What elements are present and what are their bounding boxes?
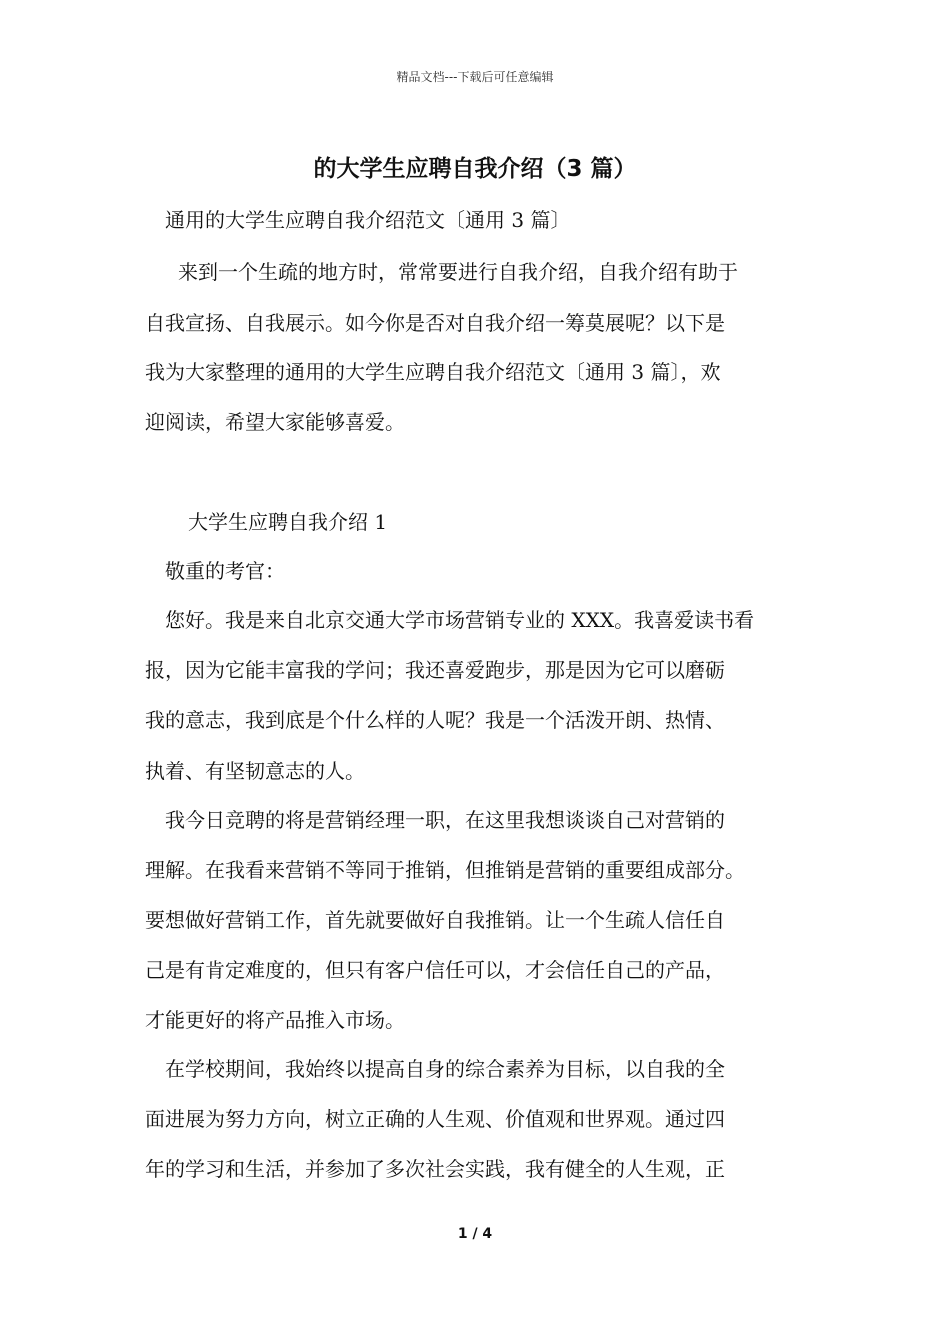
para2-line-2: 理解。在我看来营销不等同于推销，但推销是营销的重要组成部分。 — [145, 858, 745, 882]
para2-line-5: 才能更好的将产品推入市场。 — [145, 1008, 405, 1032]
para3-line-3: 年的学习和生活，并参加了多次社会实践，我有健全的人生观，正 — [145, 1157, 725, 1181]
para3-line-2: 面进展为努力方向，树立正确的人生观、价值观和世界观。通过四 — [145, 1107, 725, 1131]
para2-line-3: 要想做好营销工作，首先就要做好自我推销。让一个生疏人信任自 — [145, 908, 725, 932]
document-subtitle: 通用的大学生应聘自我介绍范文〔通用 3 篇〕 — [165, 208, 571, 232]
para3-line-1: 在学校期间，我始终以提高自身的综合素养为目标，以自我的全 — [165, 1057, 725, 1081]
page-number: 1 / 4 — [457, 1226, 493, 1242]
intro-line-4: 迎阅读，希望大家能够喜爱。 — [145, 410, 405, 434]
intro-line-2: 自我宣扬、自我展示。如今你是否对自我介绍一筹莫展呢？以下是 — [145, 311, 725, 335]
salutation: 敬重的考官： — [165, 559, 285, 583]
section-heading: 大学生应聘自我介绍 1 — [188, 510, 388, 534]
document-title: 的大学生应聘自我介绍（3 篇） — [313, 156, 637, 182]
para1-line-1: 您好。我是来自北京交通大学市场营销专业的 XXX。我喜爱读书看 — [165, 608, 755, 632]
intro-line-1: 来到一个生疏的地方时，常常要进行自我介绍，自我介绍有助于 — [178, 260, 738, 284]
document-header-note: 精品文档---下载后可任意编辑 — [396, 70, 554, 84]
para2-line-1: 我今日竞聘的将是营销经理一职，在这里我想谈谈自己对营销的 — [165, 808, 725, 832]
para1-line-4: 执着、有坚韧意志的人。 — [145, 759, 365, 783]
para1-line-3: 我的意志，我到底是个什么样的人呢？我是一个活泼开朗、热情、 — [145, 708, 725, 732]
intro-line-3: 我为大家整理的通用的大学生应聘自我介绍范文〔通用 3 篇〕，欢 — [145, 360, 721, 384]
para1-line-2: 报，因为它能丰富我的学问；我还喜爱跑步，那是因为它可以磨砺 — [145, 658, 725, 682]
para2-line-4: 己是有肯定难度的，但只有客户信任可以，才会信任自己的产品， — [145, 958, 725, 982]
